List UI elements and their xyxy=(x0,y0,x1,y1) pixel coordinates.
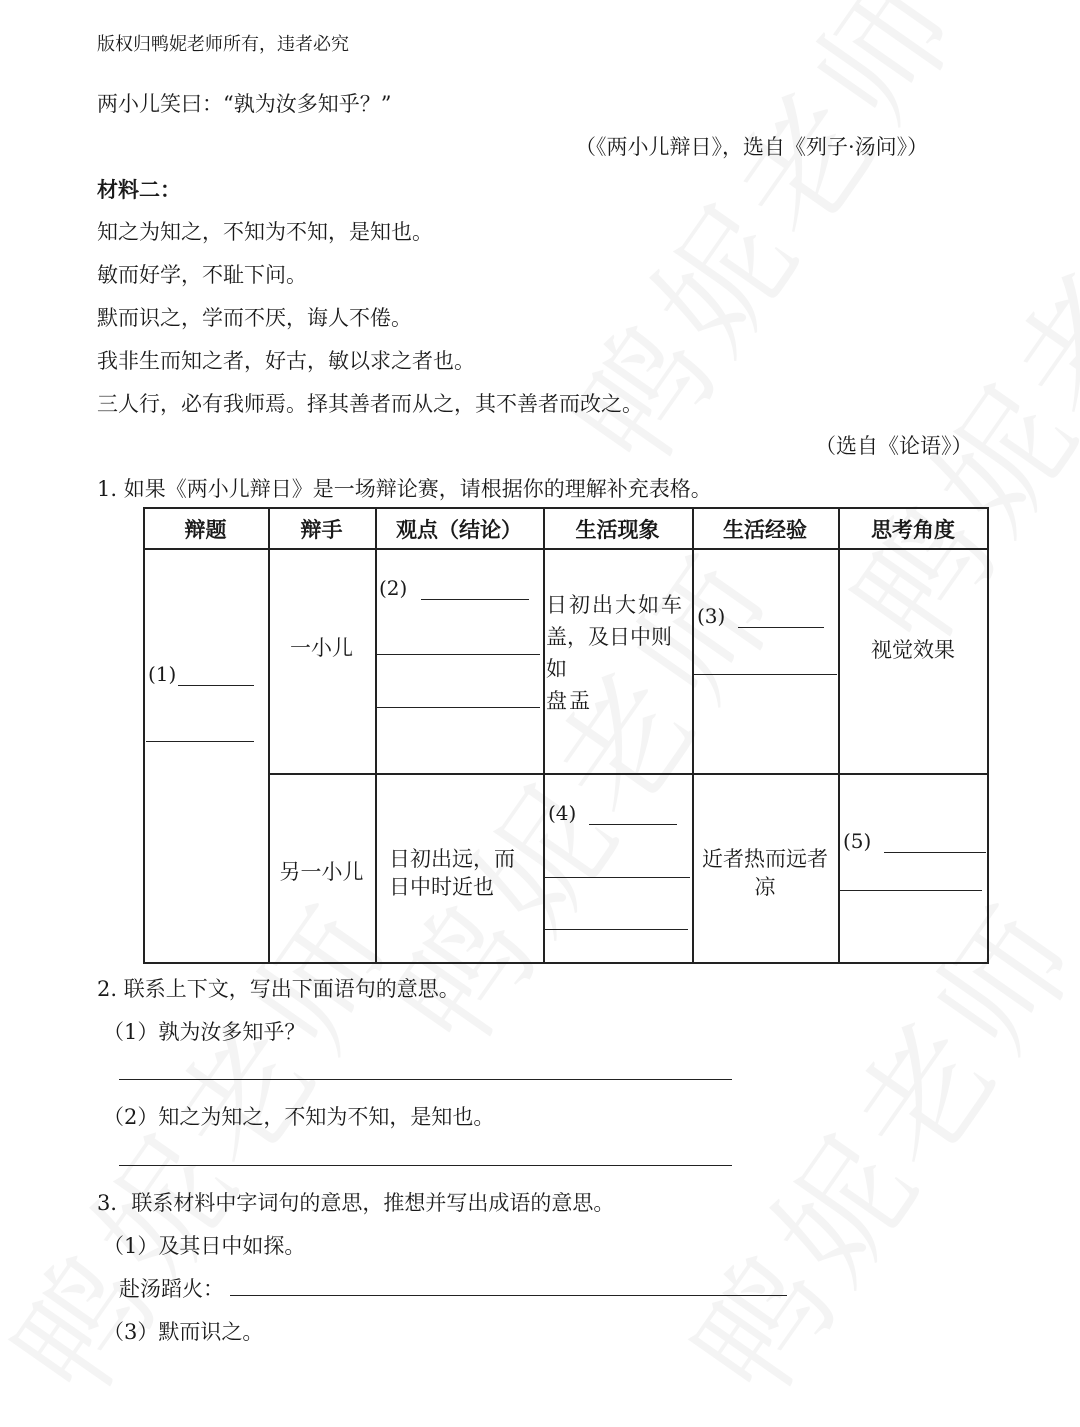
material-2-title: 材料二： xyxy=(97,177,181,202)
question-1-prompt: 1. 如果《两小儿辩日》是一场辩论赛，请根据你的理解补充表格。 xyxy=(97,477,712,501)
question-2-prompt: 2. 联系上下文，写出下面语句的意思。 xyxy=(97,977,460,1001)
answer-blank-2[interactable] xyxy=(377,707,540,708)
experience-text xyxy=(692,845,838,901)
watermark xyxy=(643,861,1080,1427)
blank-label: (2) xyxy=(379,576,408,600)
blank-label: (5) xyxy=(843,829,872,853)
question-item: （3）默而识之。 xyxy=(103,1320,264,1344)
question-item: （2）知之为知之，不知为不知，是知也。 xyxy=(103,1105,495,1129)
table-header: 辩手 xyxy=(300,517,343,542)
answer-blank-1[interactable] xyxy=(178,685,254,686)
watermark xyxy=(523,0,997,496)
answer-blank-4[interactable] xyxy=(545,929,688,930)
source-citation: （《两小儿辩日》，选自《列子·汤问》） xyxy=(575,135,929,159)
watermark xyxy=(803,111,1080,677)
answer-blank-1[interactable] xyxy=(146,741,254,742)
debater-name: 一小儿 xyxy=(290,636,353,660)
answer-blank-5[interactable] xyxy=(840,890,982,891)
text-line: 盘盂 xyxy=(546,689,592,713)
source-citation: （选自《论语》） xyxy=(815,434,973,458)
copyright-notice: 版权归鸭妮老师所有，违者必究 xyxy=(97,34,349,55)
blank-label: (1) xyxy=(148,662,177,686)
thinking-angle: 视觉效果 xyxy=(871,638,955,662)
question-item: （1）及其日中如探。 xyxy=(103,1234,306,1258)
table-header: 观点（结论） xyxy=(396,517,522,542)
answer-blank-4[interactable] xyxy=(545,877,690,878)
question-item: （1）孰为汝多知乎？ xyxy=(103,1020,306,1044)
answer-line[interactable] xyxy=(119,1165,732,1166)
answer-blank-2[interactable] xyxy=(421,599,529,600)
quote-line: 我非生而知之者，好古，敏以求之者也。 xyxy=(97,349,475,373)
table-header: 思考角度 xyxy=(871,517,955,542)
blank-label: (3) xyxy=(697,604,726,628)
text-line: 盖，及日中则如 xyxy=(546,625,672,681)
text-line: 日初出大如车 xyxy=(546,593,684,617)
table-header: 辩题 xyxy=(184,517,227,542)
quote-line: 敏而好学，不耻下问。 xyxy=(97,263,307,287)
answer-blank-3[interactable] xyxy=(694,674,837,675)
text-line: 日初出远，而 xyxy=(389,847,515,871)
quote-line: 三人行，必有我师焉。择其善者而从之，其不善者而改之。 xyxy=(97,392,643,416)
table-header: 生活经验 xyxy=(723,517,807,542)
debater-name: 另一小儿 xyxy=(279,860,364,884)
text-line: 近者热而远者 xyxy=(702,847,828,871)
text-line: 日中时近也 xyxy=(389,875,494,899)
text-line: 凉 xyxy=(754,875,776,899)
answer-blank-3[interactable] xyxy=(738,627,824,628)
view-text xyxy=(389,845,515,901)
question-3-prompt: 3．联系材料中字词句的意思，推想并写出成语的意思。 xyxy=(97,1191,615,1215)
idiom-label: 赴汤蹈火： xyxy=(119,1277,224,1301)
phenomenon-text xyxy=(546,589,692,717)
answer-line[interactable] xyxy=(119,1079,732,1080)
text-line: 两小儿笑曰：“孰为汝多知乎？” xyxy=(97,92,392,116)
answer-line[interactable] xyxy=(230,1295,787,1296)
blank-label: (4) xyxy=(548,801,577,825)
table-header: 生活现象 xyxy=(575,517,660,542)
answer-blank-2[interactable] xyxy=(377,654,540,655)
answer-blank-4[interactable] xyxy=(589,824,677,825)
quote-line: 默而识之，学而不厌，诲人不倦。 xyxy=(97,306,412,330)
answer-blank-5[interactable] xyxy=(884,852,986,853)
quote-line: 知之为知之，不知为不知，是知也。 xyxy=(97,220,433,244)
